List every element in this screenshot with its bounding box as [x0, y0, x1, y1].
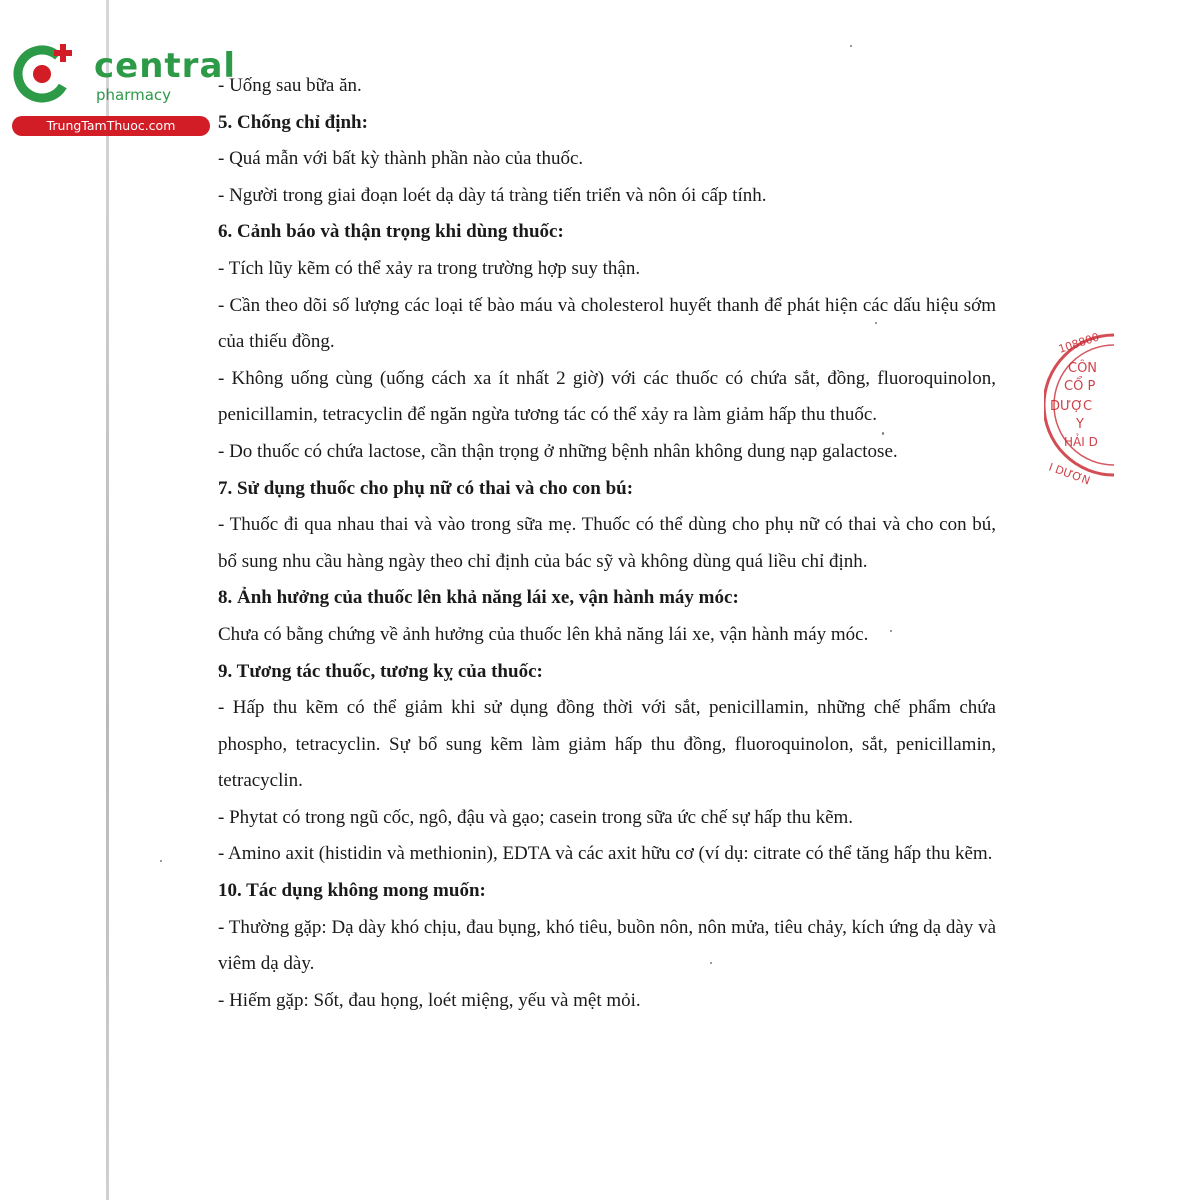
logo-website-link[interactable]: TrungTamThuoc.com — [12, 116, 210, 136]
warning-item: - Do thuốc có chứa lactose, cần thận trọng ở những bệnh nhân không dung nạp galactose. — [218, 440, 898, 462]
scan-speck — [875, 322, 877, 324]
instruction-after-meal: - Uống sau bữa ăn. — [218, 75, 362, 96]
warning-item: - Cần theo dõi số lượng các loại tế bào máu và cholesterol huyết thanh để phát hiện các dấu hiệu sớm của thiếu đồng. — [218, 294, 996, 353]
interaction-item: - Amino axit (histidin và methionin), EDTA và các axit hữu cơ (ví dụ: citrate có thể tăng hấp thu kẽm. — [218, 843, 993, 865]
heading-contraindications: 5. Chống chỉ định: — [218, 111, 368, 133]
warning-item: - Tích lũy kẽm có thể xảy ra trong trường hợp suy thận. — [218, 257, 641, 279]
heading-interactions: 9. Tương tác thuốc, tương kỵ của thuốc: — [218, 660, 543, 682]
stamp-text: I DƯƠN — [1046, 460, 1092, 488]
heading-driving: 8. Ảnh hưởng của thuốc lên khả năng lái xe, vận hành máy móc: — [218, 587, 739, 609]
logo-subtitle: pharmacy — [96, 86, 172, 104]
contraindication-item: - Quá mẫn với bất kỳ thành phần nào của thuốc. — [218, 148, 584, 170]
stamp-text: 108800 — [1056, 330, 1101, 356]
scan-speck — [710, 962, 712, 964]
interaction-item: - Phytat có trong ngũ cốc, ngô, đậu và gạo; casein trong sữa ức chế sự hấp thu kẽm. — [218, 806, 854, 828]
company-stamp — [1044, 320, 1114, 490]
pharmacy-logo[interactable] — [10, 38, 237, 138]
side-effect-item: - Thường gặp: Dạ dày khó chịu, đau bụng, khó tiêu, buồn nôn, nôn mửa, tiêu chảy, kích ứng dạ dày và viêm dạ dày. — [218, 916, 996, 975]
stamp-text: CỔ P — [1064, 379, 1096, 394]
logo-brand-name: central — [94, 46, 237, 86]
scan-edge-shadow — [106, 0, 109, 1200]
heading-warnings: 6. Cảnh báo và thận trọng khi dùng thuốc: — [218, 221, 564, 243]
driving-item: Chưa có bằng chứng về ảnh hưởng của thuốc lên khả năng lái xe, vận hành máy móc. — [218, 623, 869, 645]
contraindication-item: - Người trong giai đoạn loét dạ dày tá tràng tiến triển và nôn ói cấp tính. — [218, 184, 767, 206]
interaction-item: - Hấp thu kẽm có thể giảm khi sử dụng đồng thời với sắt, penicillamin, những chế phẩm chứa phospho, tetracyclin. Sự bổ sung kẽm làm giảm hấp thu đồng, fluoroquinolon, sắt, penicillamin, tetracyclin. — [218, 697, 996, 792]
stamp-text: CÔN — [1068, 361, 1098, 376]
heading-pregnancy: 7. Sử dụng thuốc cho phụ nữ có thai và cho con bú: — [218, 477, 634, 499]
stamp-text: DƯỢC — [1050, 399, 1093, 414]
pregnancy-item: - Thuốc đi qua nhau thai và vào trong sữa mẹ. Thuốc có thể dùng cho phụ nữ có thai và cho con bú, bổ sung nhu cầu hàng ngày theo chỉ định của bác sỹ và không dùng quá liều chỉ định. — [218, 514, 996, 572]
leaflet-body — [218, 68, 996, 1019]
stamp-text: Y — [1076, 417, 1084, 432]
stamp-text: HẢI D — [1064, 435, 1098, 449]
scan-speck — [882, 432, 884, 435]
side-effect-item: - Hiếm gặp: Sốt, đau họng, loét miệng, yếu và mệt mỏi. — [218, 989, 641, 1011]
scan-speck — [850, 45, 852, 47]
heading-side-effects: 10. Tác dụng không mong muốn: — [218, 880, 486, 902]
scan-speck — [160, 860, 162, 862]
warning-item: - Không uống cùng (uống cách xa ít nhất 2 giờ) với các thuốc có chứa sắt, đồng, fluoroquinolon, penicillamin, tetracyclin để ngăn ngừa tương tác có thể xảy ra làm giảm hấp thu thuốc. — [218, 367, 996, 426]
central-pharmacy-logo-icon — [10, 38, 90, 110]
scan-speck — [890, 630, 892, 632]
